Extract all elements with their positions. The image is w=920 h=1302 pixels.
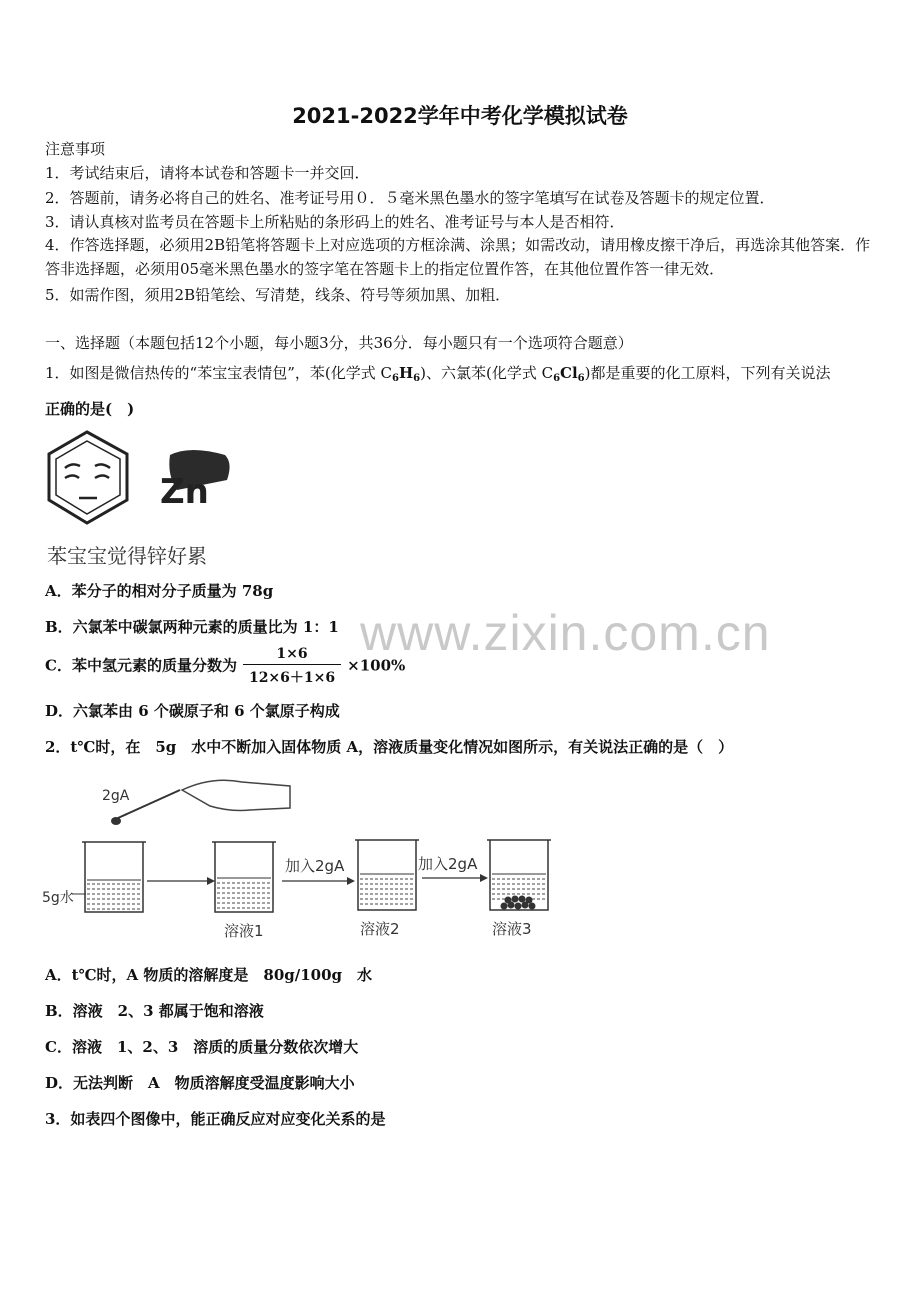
fraction: $\frac{1\times 6}{12\times 6+1\times 6}$ xyxy=(243,646,341,687)
beaker-solution-1 xyxy=(212,842,276,912)
benzene-ring-icon xyxy=(49,432,127,523)
question-1-stem-cont: 正确的是( ) xyxy=(45,400,135,418)
add-2-label: 加入2gA xyxy=(418,855,478,873)
benzene-meme-image xyxy=(45,425,255,570)
page-title: 2021-2022学年中考化学模拟试卷 xyxy=(292,104,628,128)
question-2-option-d: D．无法判断 A 物质溶解度受温度影响大小 xyxy=(45,1074,355,1092)
question-2-option-c: C．溶液 1、2、3 溶质的质量分数依次增大 xyxy=(45,1038,359,1056)
question-1-option-d: D．六氯苯由 6 个碳原子和 6 个氯原子构成 xyxy=(45,702,340,720)
add-1-label: 加入2gA xyxy=(285,857,345,875)
notice-item-1: 1．考试结束后，请将本试卷和答题卡一并交回． xyxy=(45,164,370,182)
beaker-solution-2 xyxy=(355,840,419,910)
solution-1-label: 溶液1 xyxy=(224,922,264,940)
question-1-option-c: C．苯中氢元素的质量分数为 $\frac{1\times 6}{12\times 6+1\times 6}$ ×100% xyxy=(45,646,406,686)
hand-icon xyxy=(182,780,290,810)
notice-item-4: 4．作答选择题，必须用2B铅笔将答题卡上对应选项的方框涂满、涂黑；如需改动，请用橡皮擦干净后，再选涂其他答案．作答非选择题，必须用05毫米黑色墨水的签字笔在答题卡上的指定位置作答，在其他位置作答一律无效． xyxy=(45,236,871,278)
notice-item-5: 5．如需作图，须用2B铅笔绘、写清楚，线条、符号等须加黑、加粗． xyxy=(45,286,511,304)
beaker-experiment-figure xyxy=(42,768,562,948)
question-2-option-a: A．t℃时，A 物质的溶解度是 80g/100g 水 xyxy=(45,966,373,984)
beaker-water xyxy=(82,842,146,912)
question-3-stem: 3．如表四个图像中，能正确反应对应变化关系的是 xyxy=(45,1110,386,1128)
solution-3-label: 溶液3 xyxy=(492,920,532,938)
image-caption: 苯宝宝觉得锌好累 xyxy=(47,544,207,568)
undissolved-solid-icon xyxy=(501,896,536,910)
question-2-option-b: B．溶液 2、3 都属于饱和溶液 xyxy=(45,1002,264,1020)
section-heading: 一、选择题（本题包括12个小题，每小题3分，共36分．每小题只有一个选项符合题意） xyxy=(45,334,633,352)
zn-label: Zn xyxy=(160,472,209,512)
water-label: 5g水 xyxy=(42,890,74,906)
solution-2-label: 溶液2 xyxy=(360,920,400,938)
watermark: www.zixin.com.cn xyxy=(360,605,771,661)
question-2-stem: 2．t℃时，在 5g 水中不断加入固体物质 A，溶液质量变化情况如图所示，有关说法正确的是（ ） xyxy=(45,738,734,756)
question-1-stem: 1．如图是微信热传的“苯宝宝表情包”，苯(化学式 $C_6H_6$)、六氯苯(化学式 $C_6Cl_6$)都是重要的化工原料，下列有关说法 xyxy=(45,364,831,384)
notice-item-2: 2．答题前，请务必将自己的姓名、准考证号用０．５毫米黑色墨水的签字笔填写在试卷及答题卡的规定位置． xyxy=(45,189,775,207)
question-1-option-a: A．苯分子的相对分子质量为 78g xyxy=(45,582,274,600)
question-1-option-b: B．六氯苯中碳氯两种元素的质量比为 1：1 xyxy=(45,618,339,636)
beaker-solution-3 xyxy=(487,840,551,910)
spoon-label: 2gA xyxy=(102,788,130,804)
notice-item-3: 3．请认真核对监考员在答题卡上所粘贴的条形码上的姓名、准考证号与本人是否相符． xyxy=(45,213,625,231)
notice-heading: 注意事项 xyxy=(45,140,106,158)
